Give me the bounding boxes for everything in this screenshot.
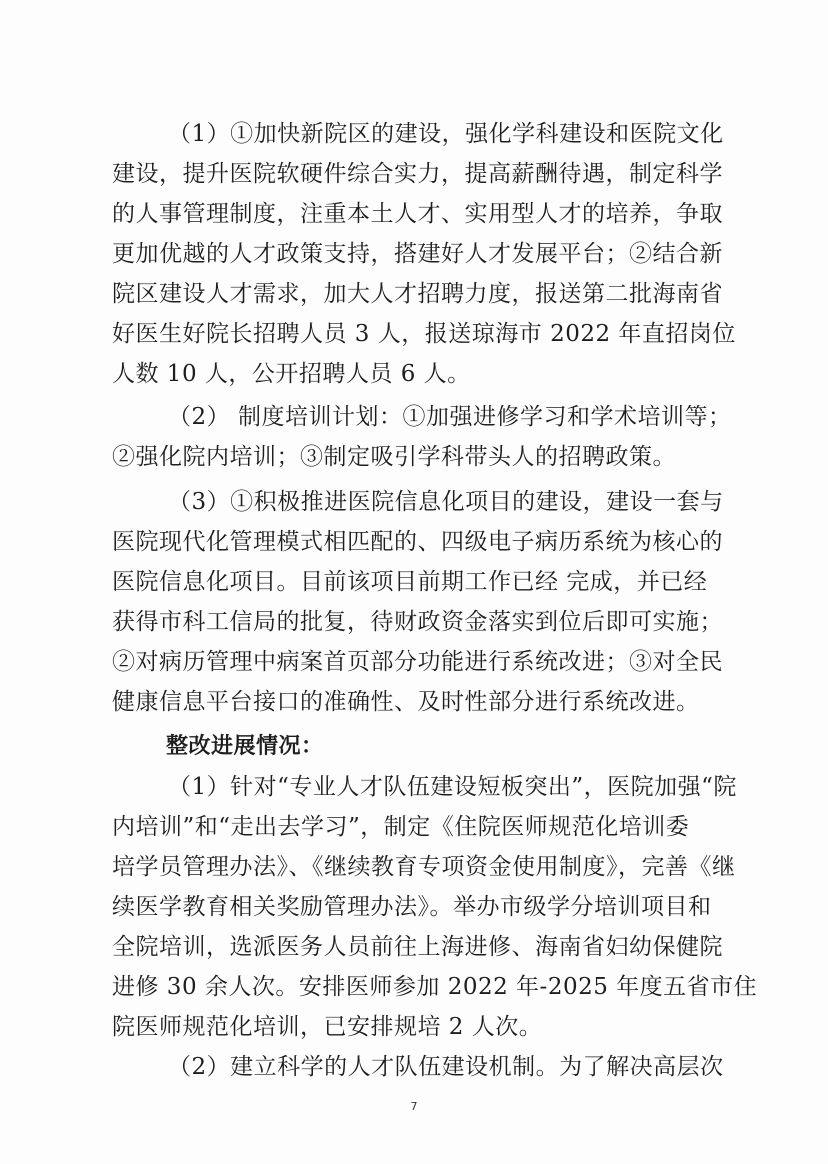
text-line-7: 人数 10 人，公开招聘人员 6 人。 [112,361,471,387]
text-line-19: 培学员管理办法》、《继续教育专项资金使用制度》，完善《继 [112,854,736,880]
text-line-2: 建设，提升医院软硬件综合实力，提高薪酬待遇，制定科学 [112,161,723,187]
text-line-1: （1）①加快新院区的建设，强化学科建设和医院文化 [168,121,724,147]
text-line-20: 续医学教育相关奖励管理办法》。举办市级学分培训项目和 [112,894,712,920]
text-line-21: 全院培训，选派医务人员前往上海进修、海南省妇幼保健院 [112,934,723,960]
text-line-8: （2） 制度培训计划：①加强进修学习和学术培训等； [168,404,732,430]
text-line-18: 内培训”和“走出去学习”，制定《住院医师规范化培训委 [112,814,690,840]
text-line-5: 院区建设人才需求，加大人才招聘力度，报送第二批海南省 [112,281,723,307]
text-line-12: 医院信息化项目。目前该项目前期工作已经 完成，并已经 [112,569,708,595]
text-line-22: 进修 30 余人次。安排医师参加 2022 年-2025 年度五省市住 [112,974,758,1000]
text-line-11: 医院现代化管理模式相匹配的、四级电子病历系统为核心的 [112,529,723,555]
page-number: 7 [410,1100,418,1113]
text-line-15: 健康信息平台接口的准确性、及时性部分进行系统改进。 [112,689,700,715]
text-line-4: 更加优越的人才政策支持，搭建好人才发展平台；②结合新 [112,241,723,267]
section-heading: 整改进展情况： [166,734,324,759]
text-line-13: 获得市科工信局的批复，待财政资金落实到位后即可实施； [112,609,723,635]
text-line-6: 好医生好院长招聘人员 3 人，报送琼海市 2022 年直招岗位 [112,321,736,347]
text-line-17: （1）针对“专业人才队伍建设短板突出”，医院加强“院 [168,774,737,800]
text-line-10: （3）①积极推进医院信息化项目的建设，建设一套与 [168,489,724,515]
text-line-9: ②强化院内培训；③制定吸引学科带头人的招聘政策。 [112,444,676,470]
text-line-14: ②对病历管理中病案首页部分功能进行系统改进；③对全民 [112,649,723,675]
text-line-24: （2）建立科学的人才队伍建设机制。为了解决高层次 [168,1054,724,1080]
text-line-23: 院医师规范化培训，已安排规培 2 人次。 [112,1014,543,1040]
text-line-3: 的人事管理制度，注重本土人才、实用型人才的培养，争取 [112,201,723,227]
